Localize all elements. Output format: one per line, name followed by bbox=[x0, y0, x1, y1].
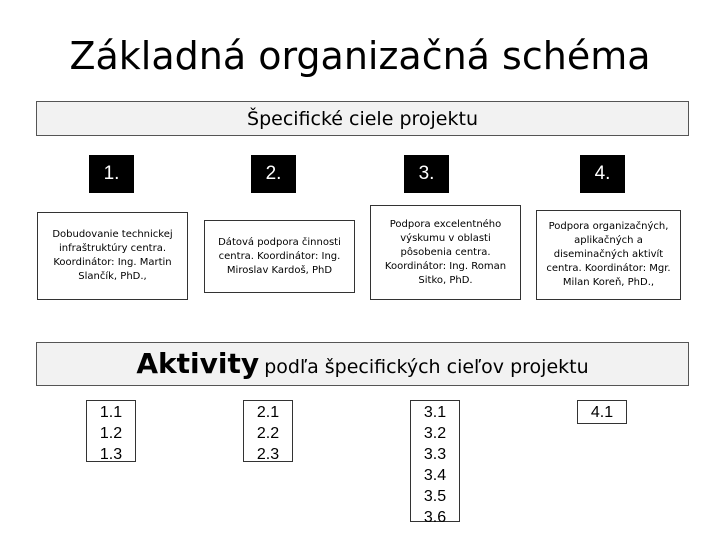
activities-header bbox=[36, 347, 689, 380]
activity-item: 3.6 bbox=[423, 509, 447, 526]
activity-item: 3.2 bbox=[423, 425, 447, 442]
activity-item: 1.2 bbox=[99, 425, 123, 442]
activity-item: 3.1 bbox=[423, 404, 447, 421]
activity-item: 4.1 bbox=[590, 404, 614, 421]
goal-number-2: 2. bbox=[251, 155, 296, 193]
activity-item: 1.3 bbox=[99, 446, 123, 463]
activity-item: 3.3 bbox=[423, 446, 447, 463]
specific-goals-header: Špecifické ciele projektu bbox=[36, 101, 689, 136]
activity-item: 2.2 bbox=[256, 425, 280, 442]
goal-description-4: Podpora organizačných, aplikačných a diseminačných aktivít centra. Koordinátor: Mgr. Milan Koreň, PhD., bbox=[536, 210, 681, 300]
activities-header-rest: podľa špecifických cieľov projektu bbox=[264, 356, 589, 378]
goal-description-1: Dobudovanie technickej infraštruktúry centra. Koordinátor: Ing. Martin Slančík, PhD., bbox=[37, 212, 188, 300]
activity-list-2 bbox=[243, 400, 293, 462]
activity-item: 3.5 bbox=[423, 488, 447, 505]
activity-item: 2.3 bbox=[256, 446, 280, 463]
activities-header-main: Aktivity bbox=[136, 347, 260, 380]
goal-description-2: Dátová podpora činnosti centra. Koordinátor: Ing. Miroslav Kardoš, PhD bbox=[204, 220, 355, 293]
goal-description-3: Podpora excelentného výskumu v oblasti pôsobenia centra. Koordinátor: Ing. Roman Sitko, PhD. bbox=[370, 205, 521, 300]
page-title: Základná organizačná schéma bbox=[69, 34, 651, 78]
activity-item: 3.4 bbox=[423, 467, 447, 484]
activity-list-3 bbox=[410, 400, 460, 526]
activity-list-4 bbox=[577, 400, 627, 424]
activity-item: 1.1 bbox=[99, 404, 123, 421]
activity-list-1 bbox=[86, 400, 136, 462]
goal-number-3: 3. bbox=[404, 155, 449, 193]
goal-number-4: 4. bbox=[580, 155, 625, 193]
goal-number-1: 1. bbox=[89, 155, 134, 193]
activity-item: 2.1 bbox=[256, 404, 280, 421]
